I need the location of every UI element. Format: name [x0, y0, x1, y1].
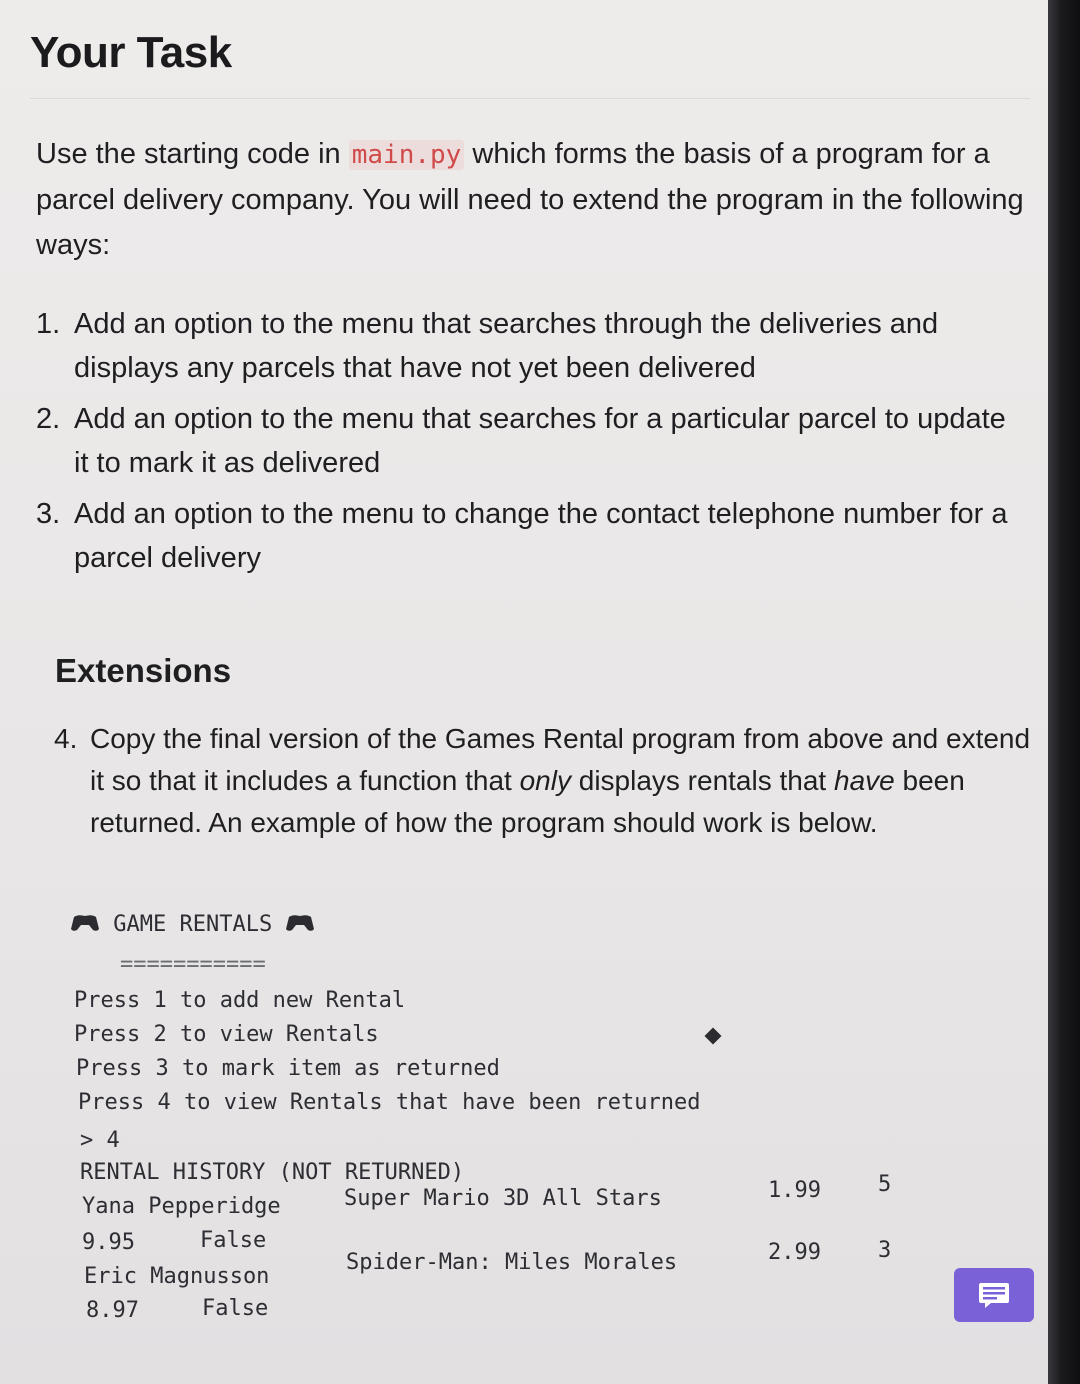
page-title: Your Task [30, 28, 232, 77]
emphasis-have: have [834, 765, 895, 796]
console-header [70, 912, 315, 937]
task-number: 2. [36, 403, 61, 435]
rental-days: 5 [878, 1172, 892, 1197]
rental-returned: False [202, 1296, 269, 1321]
chat-button[interactable] [954, 1268, 1034, 1322]
chat-icon [977, 1281, 1011, 1309]
extension-item-4 [54, 718, 1050, 844]
rental-game: Spider-Man: Miles Morales [346, 1250, 678, 1275]
extensions-heading: Extensions [55, 652, 232, 689]
title-divider [30, 98, 1030, 99]
task-list [36, 302, 1026, 587]
task-item-3 [36, 492, 1026, 580]
rental-returned: False [200, 1228, 267, 1253]
rental-days: 3 [878, 1238, 892, 1263]
extension-text-c: been returned. An example of how the program should work is below. [90, 765, 965, 838]
task-text: Add an option to the menu to change the contact telephone number for a parcel delivery [74, 498, 1008, 574]
rental-game: Super Mario 3D All Stars [344, 1186, 662, 1211]
screen-bezel [1048, 0, 1080, 1384]
console-menu-line: Press 1 to add new Rental [74, 988, 406, 1013]
task-number: 4. [54, 723, 78, 754]
console-menu-line: Press 4 to view Rentals that have been returned [78, 1090, 701, 1115]
rental-total: 8.97 [86, 1298, 139, 1323]
task-text: Add an option to the menu that searches for a particular parcel to update it to mark it as delivered [74, 403, 1006, 479]
console-rule: =========== [120, 952, 266, 977]
task-number: 1. [36, 308, 61, 340]
inline-code-filename: main.py [349, 140, 465, 170]
intro-text-start: Use the starting code in [36, 138, 349, 170]
console-menu-line: Press 3 to mark item as returned [76, 1056, 500, 1081]
console-menu-line: Press 2 to view Rentals [74, 1022, 379, 1047]
extension-text-a: Copy the final version of the Games Rental program from above and extend it so that it includes a function that [90, 723, 1031, 796]
console-output [68, 902, 968, 1342]
rental-price: 1.99 [768, 1178, 821, 1203]
task-text: Add an option to the menu that searches through the deliveries and displays any parcels that have not yet been delivered [74, 308, 939, 384]
intro-text-end: which forms the basis of a program for a parcel delivery company. You will need to extend the program in the following ways: [36, 138, 1024, 261]
task-item-1 [36, 302, 1026, 390]
console-prompt: > 4 [80, 1128, 120, 1153]
rental-name: Eric Magnusson [84, 1264, 270, 1289]
extension-text-b: displays rentals that [570, 765, 834, 796]
task-item-2 [36, 397, 1026, 485]
rental-total: 9.95 [82, 1230, 135, 1255]
task-number: 3. [36, 498, 61, 530]
gamepad-icon [70, 913, 100, 933]
rental-name: Yana Pepperidge [82, 1194, 281, 1219]
gamepad-icon [285, 913, 315, 933]
console-history-title: RENTAL HISTORY (NOT RETURNED) [80, 1160, 465, 1185]
rental-price: 2.99 [768, 1240, 821, 1265]
emphasis-only: only [519, 765, 571, 796]
console-header-text: GAME RENTALS [113, 912, 273, 937]
task-intro [36, 132, 1026, 268]
